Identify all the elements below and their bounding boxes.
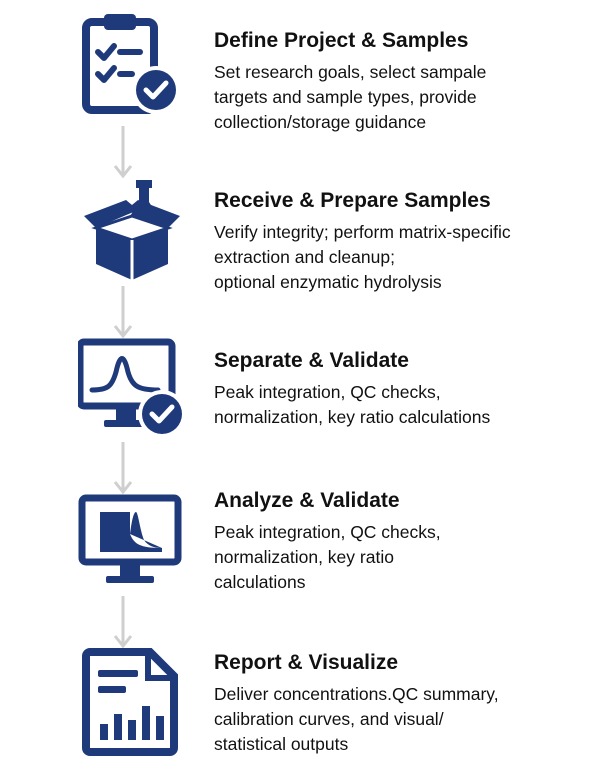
step-description: Verify integrity; perform matrix-specific extraction and cleanup; optional enzymatic hydrolysis (214, 222, 511, 292)
step-description: Peak integration, QC checks, normalization, key ratio calculations (214, 522, 441, 592)
arrow-down-icon (112, 440, 134, 496)
step-title: Report & Visualize (214, 651, 398, 674)
step-title: Analyze & Validate (214, 489, 400, 512)
clipboard-check-icon (78, 12, 186, 120)
arrow-down-icon (112, 124, 134, 180)
step-title: Receive & Prepare Samples (214, 189, 491, 212)
report-chart-icon (78, 648, 186, 756)
step-title: Separate & Validate (214, 349, 409, 372)
step-title: Define Project & Samples (214, 29, 469, 52)
arrow-down-icon (112, 594, 134, 650)
monitor-peak-check-icon (78, 336, 186, 444)
arrow-down-icon (112, 284, 134, 340)
step-description: Deliver concentrations.QC summary, calibration curves, and visual/ statistical outputs (214, 684, 499, 754)
monitor-peak-icon (78, 490, 186, 598)
box-flask-icon (78, 176, 186, 284)
step-description: Peak integration, QC checks, normalization, key ratio calculations (214, 382, 491, 427)
step-description: Set research goals, select sampale targets and sample types, provide collection/storage guidance (214, 62, 487, 132)
